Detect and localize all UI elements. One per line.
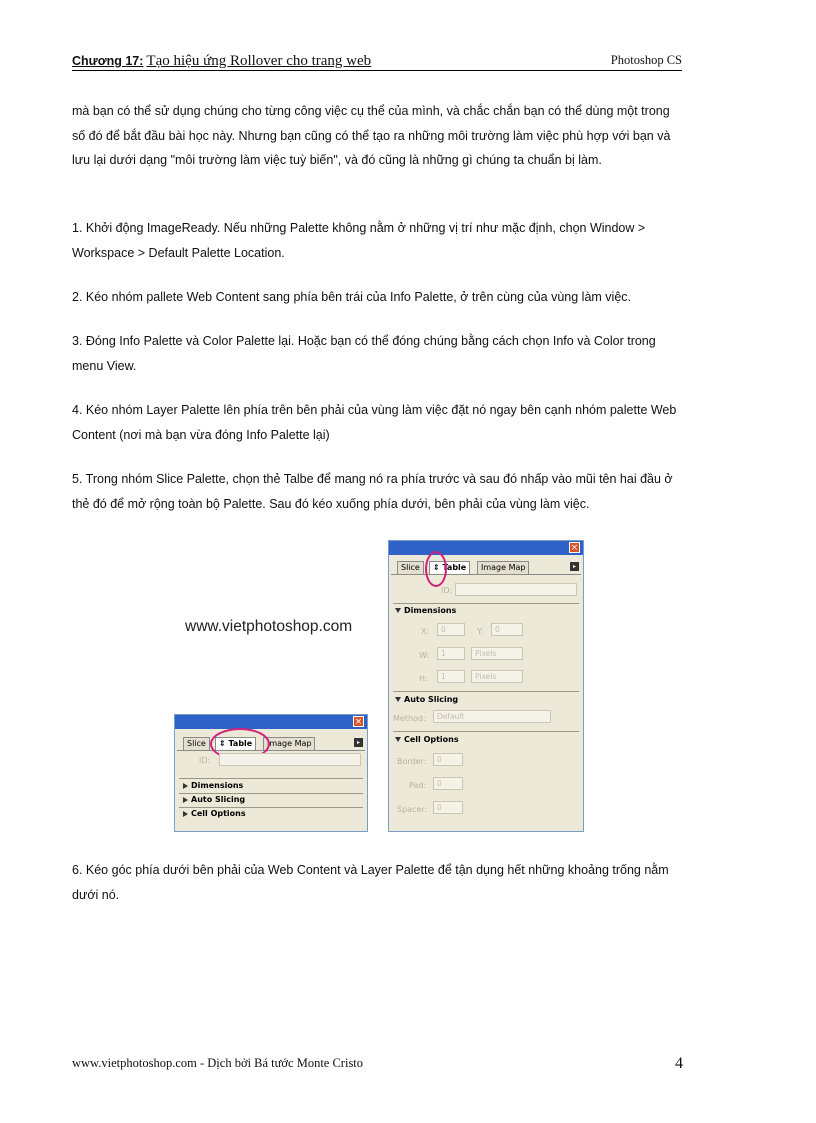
- id-label: ID:: [441, 586, 453, 595]
- palette-tabs: [177, 737, 365, 751]
- tab-table[interactable]: ⇕ Table: [429, 561, 470, 574]
- palette-menu-icon[interactable]: ▸: [570, 562, 579, 571]
- collapse-triangle-icon: [395, 608, 401, 613]
- spacer-label: Spacer:: [397, 805, 428, 814]
- tab-image-map[interactable]: Image Map: [263, 737, 315, 750]
- small-slice-palette: [174, 714, 368, 832]
- palette-titlebar[interactable]: [389, 541, 583, 555]
- highlight-circle: [425, 551, 447, 587]
- x-input[interactable]: 0: [437, 623, 465, 636]
- id-label: ID:: [199, 756, 211, 765]
- tab-image-map[interactable]: Image Map: [477, 561, 529, 574]
- method-label: Method:: [393, 714, 426, 723]
- w-input[interactable]: 1: [437, 647, 465, 660]
- collapse-triangle-icon: [395, 737, 401, 742]
- y-input[interactable]: 0: [491, 623, 523, 636]
- paragraph-step-5: 5. Trong nhóm Slice Palette, chọn thẻ Talbe để mang nó ra phía trước và sau đó nhấp vào mũi tên hai đầu ở thẻ đó để mở rộng toàn bộ Palette. Sau đó kéo xuống phía dưới, bên phải của vùng làm việc.: [72, 472, 673, 511]
- footer-credit: www.vietphotoshop.com - Dịch bởi Bá tước Monte Cristo: [72, 1056, 364, 1070]
- section-cell-options[interactable]: Cell Options: [183, 809, 246, 818]
- section-auto-slicing[interactable]: Auto Slicing: [395, 695, 458, 704]
- collapse-triangle-icon: [395, 697, 401, 702]
- separator: [179, 778, 363, 779]
- large-slice-palette: [388, 540, 584, 832]
- section-auto-slicing[interactable]: Auto Slicing: [183, 795, 245, 804]
- pad-input[interactable]: 0: [433, 777, 463, 790]
- w-label: W:: [419, 651, 430, 660]
- tab-slice[interactable]: Slice: [397, 561, 424, 574]
- separator: [393, 691, 579, 692]
- paragraph-step-6: 6. Kéo góc phía dưới bên phải của Web Content và Layer Palette để tận dụng hết những khoảng trống nằm dưới nó.: [72, 863, 669, 902]
- palette-menu-icon[interactable]: ▸: [354, 738, 363, 747]
- separator: [393, 603, 579, 604]
- close-icon[interactable]: ×: [354, 717, 363, 727]
- section-cell-options[interactable]: Cell Options: [395, 735, 459, 744]
- tab-slice[interactable]: Slice: [183, 737, 210, 750]
- page-number: 4: [675, 1055, 683, 1072]
- paragraph-step-2: 2. Kéo nhóm pallete Web Content sang phía bên trái của Info Palette, ở trên cùng của vùng làm việc.: [72, 290, 632, 304]
- chapter-label: Chương 17:: [72, 54, 144, 68]
- palette-tabs: [391, 561, 581, 575]
- close-icon[interactable]: ×: [570, 543, 579, 553]
- y-label: Y:: [477, 627, 484, 636]
- paragraph-step-3: 3. Đóng Info Palette và Color Palette lại. Hoặc bạn có thể đóng chúng bằng cách chọn Info và Color trong menu View.: [72, 334, 656, 373]
- id-input[interactable]: [219, 753, 361, 766]
- separator: [179, 807, 363, 808]
- border-label: Border:: [397, 757, 427, 766]
- pad-label: Pad:: [409, 781, 427, 790]
- method-select[interactable]: Default: [433, 710, 551, 723]
- expand-triangle-icon: [183, 783, 188, 789]
- h-unit-select[interactable]: Pixels: [471, 670, 523, 683]
- id-input[interactable]: [455, 583, 577, 596]
- watermark-url: www.vietphotoshop.com: [185, 618, 353, 635]
- x-label: X:: [421, 627, 430, 636]
- w-unit-select[interactable]: Pixels: [471, 647, 523, 660]
- h-input[interactable]: 1: [437, 670, 465, 683]
- expand-triangle-icon: [183, 811, 188, 817]
- header-product: Photoshop CS: [610, 53, 682, 67]
- palette-titlebar[interactable]: [175, 715, 367, 729]
- section-dimensions[interactable]: Dimensions: [183, 781, 243, 790]
- paragraph-step-1: 1. Khởi động ImageReady. Nếu những Palette không nằm ở những vị trí như mặc định, chọn Window > Workspace > Default Palette Location.: [72, 221, 646, 260]
- paragraph-intro: mà bạn có thể sử dụng chúng cho từng công việc cụ thể của mình, và chắc chắn bạn có thể dùng một trong số đó để bắt đầu bài học này. Nhưng bạn cũng có thể tạo ra những môi trường làm việc phù hợp với bạn và lưu lại dưới dạng "môi trường làm việc tuỳ biến", và đó cũng là những gì chúng ta chuẩn bị làm.: [72, 104, 671, 167]
- separator: [179, 793, 363, 794]
- section-dimensions[interactable]: Dimensions: [395, 606, 456, 615]
- spacer-input[interactable]: 0: [433, 801, 463, 814]
- expand-triangle-icon: [183, 797, 188, 803]
- separator: [393, 731, 579, 732]
- border-input[interactable]: 0: [433, 753, 463, 766]
- paragraph-step-4: 4. Kéo nhóm Layer Palette lên phía trên bên phải của vùng làm việc đặt nó ngay bên cạnh nhóm palette Web Content (nơi mà bạn vừa đóng Info Palette lại): [72, 403, 677, 442]
- tab-table[interactable]: ⇕ Table: [215, 737, 256, 750]
- page-header: [72, 52, 682, 71]
- chapter-title: Tạo hiệu ứng Rollover cho trang web: [146, 53, 372, 69]
- h-label: H:: [419, 674, 428, 683]
